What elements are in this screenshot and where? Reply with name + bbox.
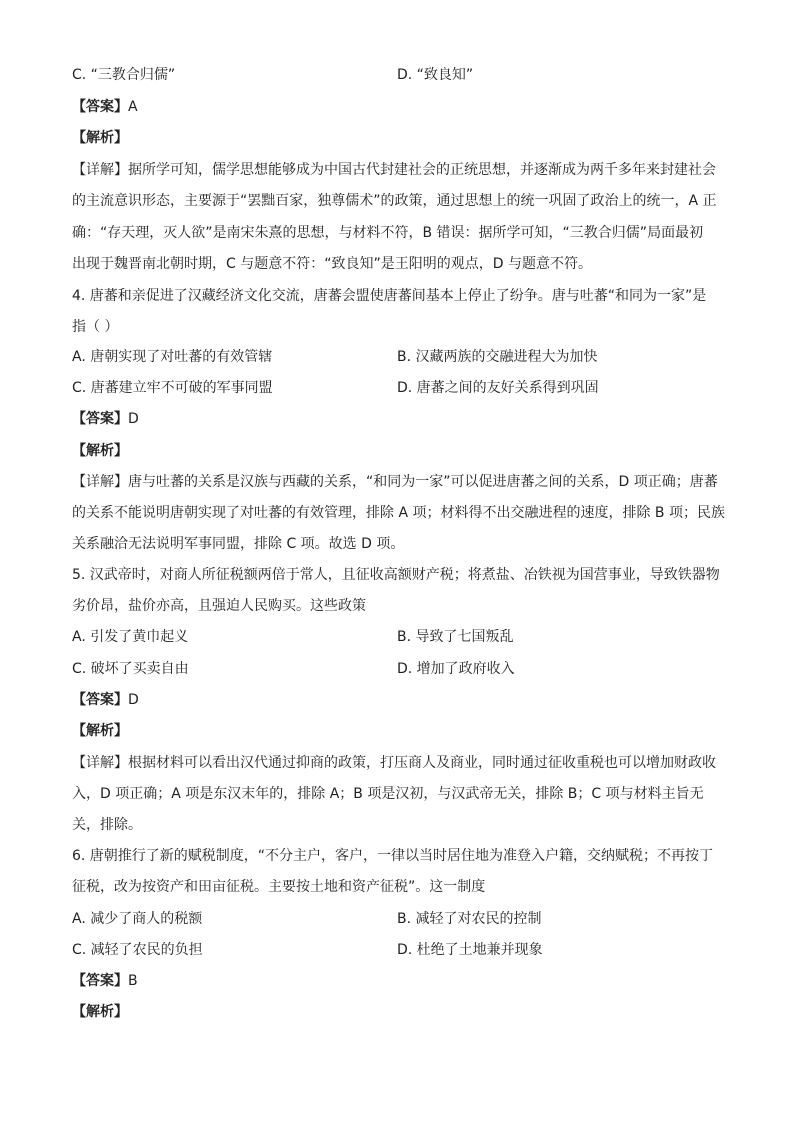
q3-detail-line: 确：“存天理，灭人欲”是南宋朱熹的思想，与材料不符，B 错误：据所学可知，“三教合归儒”局面最初 (72, 225, 704, 241)
answer-value: A (128, 99, 138, 115)
q5-stem-line: 劣价昂，盐价亦高，且强迫人民购买。这些政策 (72, 598, 366, 614)
q3-option-d: D. “致良知” (397, 67, 474, 83)
q3-answer (72, 92, 138, 123)
q4-detail-line: 的关系不能说明唐朝实现了对吐蕃的有效管理，排除 A 项；材料得不出交融进程的速度，排除 B 项；民族 (72, 505, 725, 521)
answer-tag: 【答案】 (72, 973, 128, 989)
answer-tag: 【答案】 (72, 99, 128, 115)
analysis-tag: 【解析】 (72, 723, 128, 739)
q4-detail-line: 关系融洽无法说明军事同盟，排除 C 项。故选 D 项。 (72, 536, 405, 552)
analysis-tag: 【解析】 (72, 443, 128, 459)
q3-detail-line: 的主流意识形态，主要源于“罢黜百家，独尊儒术”的政策，通过思想上的统一巩固了政治上的统一，A 正 (72, 193, 717, 209)
q3-analysis-tag (72, 123, 128, 154)
q5-stem-line: 5. 汉武帝时，对商人所征税额两倍于常人，且征收高额财产税；将煮盐、冶铁视为国营事业，导致铁器物 (72, 567, 720, 583)
q4-option-c: C. 唐蕃建立牢不可破的军事同盟 (72, 380, 273, 396)
q5-detail-line: 入，D 项正确；A 项是东汉末年的，排除 A；B 项是汉初，与汉武帝无关，排除 B；C 项与材料主旨无 (72, 786, 704, 802)
q6-option-d: D. 杜绝了土地兼并现象 (397, 942, 543, 958)
q4-option-d: D. 唐蕃之间的友好关系得到巩固 (397, 380, 599, 396)
q5-option-b: B. 导致了七国叛乱 (397, 629, 514, 645)
q3-detail-line: 出现于魏晋南北朝时期，C 与题意不符：“致良知”是王阳明的观点，D 与题意不符。 (72, 256, 592, 272)
q5-option-d: D. 增加了政府收入 (397, 661, 515, 677)
q4-answer (72, 404, 139, 435)
q4-analysis-tag (72, 436, 128, 467)
q5-option-a: A. 引发了黄巾起义 (72, 629, 189, 645)
answer-value: D (128, 692, 139, 708)
q6-option-a: A. 减少了商人的税额 (72, 911, 203, 927)
q5-option-c: C. 破坏了买卖自由 (72, 661, 189, 677)
q3-option-c: C. “三教合归儒” (72, 67, 176, 83)
q5-answer (72, 685, 139, 716)
answer-value: D (128, 411, 139, 427)
q6-option-c: C. 减轻了农民的负担 (72, 942, 203, 958)
q4-stem-line: 指（ ） (72, 319, 119, 335)
q4-detail-line: 【详解】唐与吐蕃的关系是汉族与西藏的关系，“和同为一家”可以促进唐蕃之间的关系，D 项正确；唐蕃 (72, 474, 718, 490)
answer-tag: 【答案】 (72, 411, 128, 427)
q6-stem-line: 6. 唐朝推行了新的赋税制度，“不分主户，客户，一律以当时居住地为准登入户籍，交纳赋税；不再按丁 (72, 848, 714, 864)
q6-answer (72, 966, 138, 997)
analysis-tag: 【解析】 (72, 130, 128, 146)
q3-detail-line: 【详解】据所学可知，儒学思想能够成为中国古代封建社会的正统思想，并逐渐成为两千多年来封建社会 (72, 162, 716, 178)
q4-option-b: B. 汉藏两族的交融进程大为加快 (397, 349, 598, 365)
q5-analysis-tag (72, 716, 128, 747)
q5-detail-line: 【详解】根据材料可以看出汉代通过抑商的政策，打压商人及商业，同时通过征收重税也可以增加财政收 (72, 755, 716, 771)
answer-tag: 【答案】 (72, 692, 128, 708)
q5-detail-line: 关，排除。 (72, 817, 142, 833)
q6-option-b: B. 减轻了对农民的控制 (397, 911, 542, 927)
q4-stem-line: 4. 唐蕃和亲促进了汉藏经济文化交流，唐蕃会盟使唐蕃间基本上停止了纷争。唐与吐蕃“和同为一家”是 (72, 288, 707, 304)
answer-value: B (128, 973, 138, 989)
q6-stem-line: 征税，改为按资产和田亩征税。主要按土地和资产征税”。这一制度 (72, 879, 486, 895)
q4-option-a: A. 唐朝实现了对吐蕃的有效管辖 (72, 349, 273, 365)
analysis-tag: 【解析】 (72, 1004, 128, 1020)
q6-analysis-tag (72, 997, 128, 1028)
